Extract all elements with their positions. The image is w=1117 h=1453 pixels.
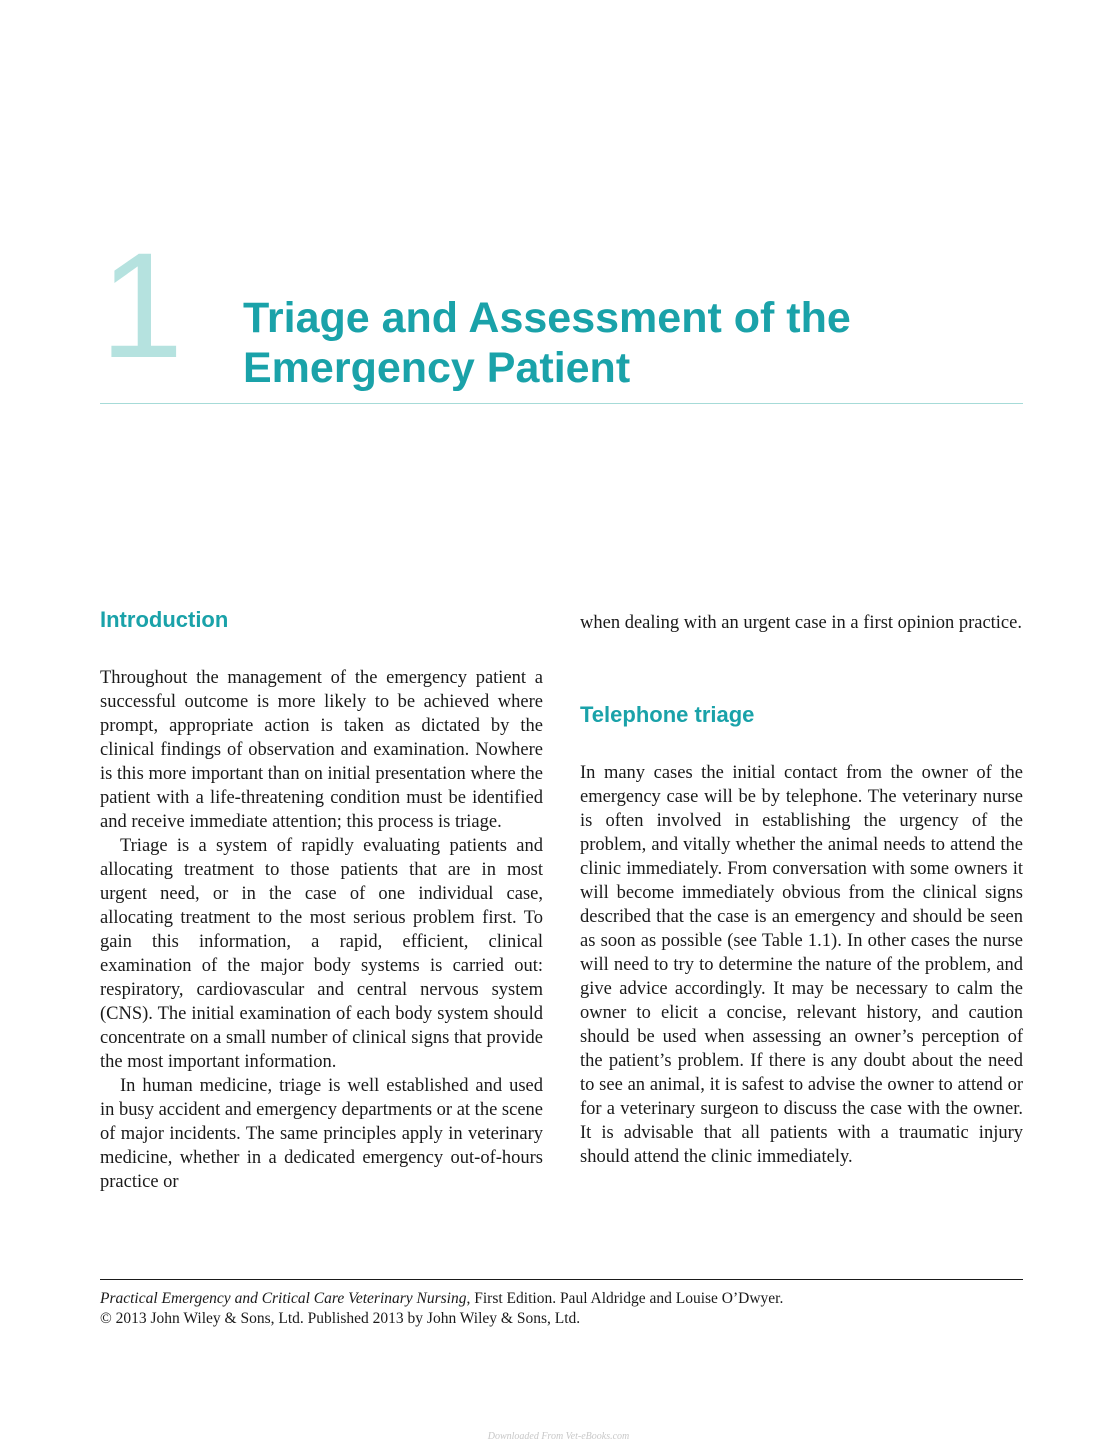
chapter-number: 1 bbox=[100, 221, 184, 389]
left-column bbox=[100, 600, 543, 1194]
footer-copyright: © 2013 John Wiley & Sons, Ltd. Published 2013 by John Wiley & Sons, Ltd. bbox=[100, 1310, 581, 1327]
footer-citation bbox=[100, 1289, 1023, 1329]
intro-paragraph-3: In human medicine, triage is well established and used in busy accident and emergency departments or at the scene of major incidents. The same principles apply in veterinary medicine, whether in a dedicated emergency out-of-hours practice or bbox=[100, 1076, 543, 1192]
chapter-title-line-1: Triage and Assessment of the bbox=[243, 294, 851, 342]
intro-paragraph-2: Triage is a system of rapidly evaluating patients and allocating treatment to those patients that are in most urgent need, or in the case of one individual case, allocating treatment to the most serious problem first. To gain this information, a rapid, efficient, clinical examination of the major body systems is carried out: respiratory, cardiovascular and central nervous system (CNS). The initial examination of each body system should concentrate on a small number of clinical signs that provide the most important information. bbox=[100, 836, 543, 1072]
footer-divider bbox=[100, 1279, 1023, 1280]
footer-book-title: Practical Emergency and Critical Care Veterinary Nursing bbox=[100, 1290, 467, 1307]
intro-paragraph-1: Throughout the management of the emergency patient a successful outcome is more likely to be achieved where prompt, appropriate action is taken as dictated by the clinical findings of observation and examination. Nowhere is this more important than on initial presentation where the patient with a life-threatening condition must be identified and receive immediate attention; this process is triage. bbox=[100, 668, 543, 832]
watermark: Downloaded From Vet-eBooks.com bbox=[487, 1431, 630, 1442]
intro-paragraph-3-continued: when dealing with an urgent case in a first opinion practice. bbox=[580, 613, 1022, 633]
chapter-title bbox=[243, 293, 1003, 393]
telephone-triage-paragraph: In many cases the initial contact from the owner of the emergency case will be by telephone. The veterinary nurse is often involved in establishing the urgency of the problem, and vitally whether the animal needs to attend the clinic immediately. From conversation with some owners it will become immediately obvious from the clinical signs described that the case is an emergency and should be seen as soon as possible (see Table 1.1). In other cases the nurse will need to try to determine the nature of the problem, and give advice accordingly. It may be necessary to calm the owner to elicit a concise, relevant history, and caution should be used when assessing an owner’s perception of the patient’s problem. If there is any doubt about the need to see an animal, it is safest to advise the owner to attend or for a veterinary surgeon to discuss the case with the owner. It is advisable that all patients with a traumatic injury should attend the clinic immediately. bbox=[580, 763, 1023, 1167]
title-divider bbox=[100, 403, 1023, 404]
chapter-title-line-2: Emergency Patient bbox=[243, 344, 631, 392]
footer-edition-authors: , First Edition. Paul Aldridge and Louise O’Dwyer. bbox=[466, 1290, 784, 1307]
telephone-triage-heading: Telephone triage bbox=[580, 702, 755, 727]
introduction-heading: Introduction bbox=[100, 607, 229, 632]
right-column bbox=[580, 600, 1023, 1169]
